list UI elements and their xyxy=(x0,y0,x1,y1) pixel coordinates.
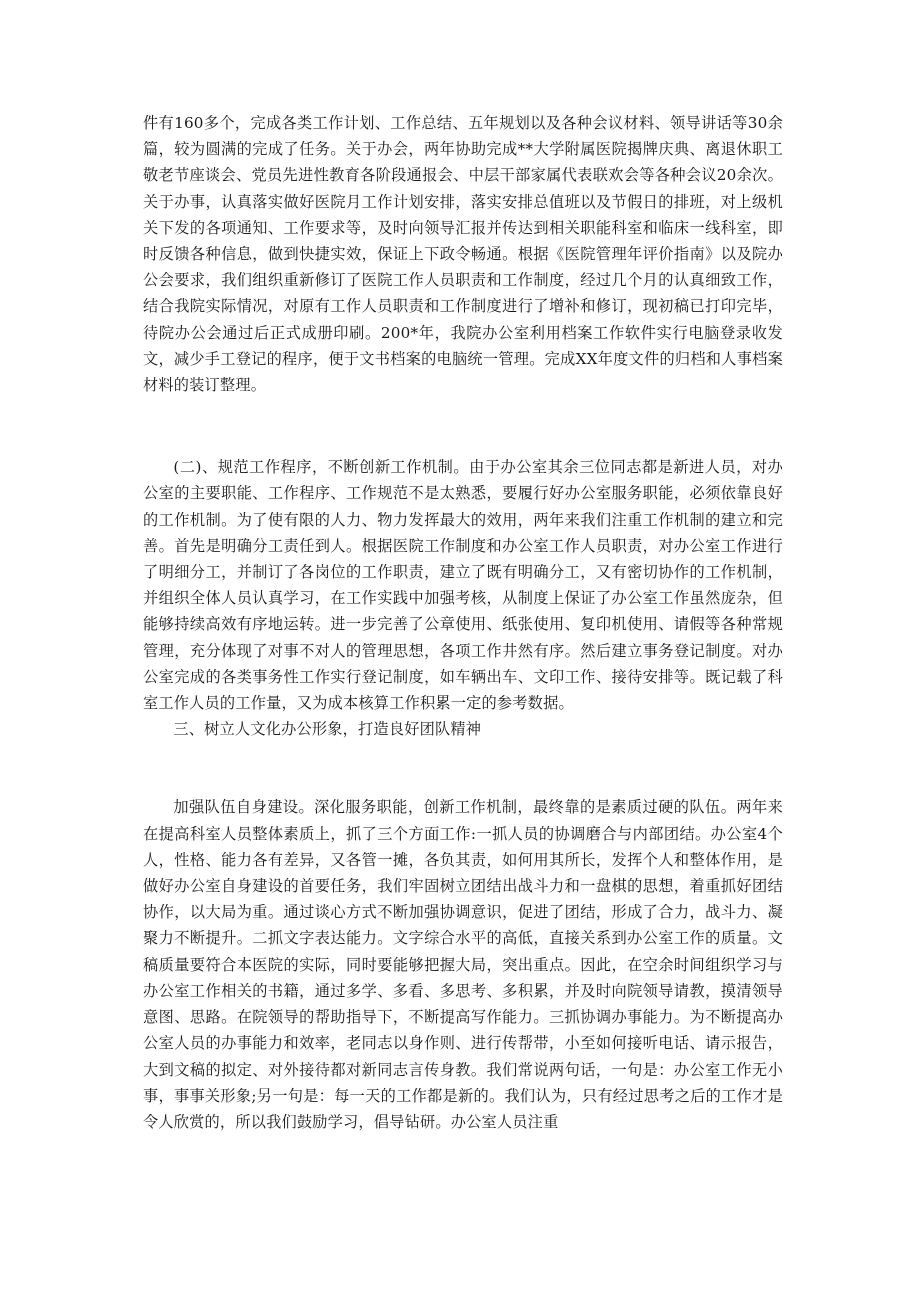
paragraph-work-procedure: (二)、规范工作程序，不断创新工作机制。由于办公室其余三位同志都是新进人员，对办公室的主要职能、工作程序、工作规范不是太熟悉，要履行好办公室服务职能，必须依靠良好的工作机制。为了使有限的人力、物力发挥最大的效用，两年来我们注重工作机制的建立和完善。首先是明确分工责任到人。根据医院工作制度和办公室工作人员职责，对办公室工作进行了明细分工，并制订了各岗位的工作职责，建立了既有明确分工，又有密切协作的工作机制，并组织全体人员认真学习，在工作实践中加强考核，从制度上保证了办公室工作虽然庞杂，但能够持续高效有序地运转。进一步完善了公章使用、纸张使用、复印机使用、请假等各种常规管理，充分体现了对事不对人的管理思想，各项工作井然有序。然后建立事务登记制度。对办公室完成的各类事务性工作实行登记制度，如车辆出车、文印工作、接待安排等。既记载了科室工作人员的工作量，又为成本核算工作积累一定的参考数据。 xyxy=(143,458,783,713)
paragraph-team-building: 加强队伍自身建设。深化服务职能，创新工作机制，最终靠的是素质过硬的队伍。两年来在提高科室人员整体素质上，抓了三个方面工作:一抓人员的协调磨合与内部团结。办公室4个人，性格、能力各有差异，又各管一摊，各负其责，如何用其所长，发挥个人和整体作用，是做好办公室自身建设的首要任务，我们牢固树立团结出战斗力和一盘棋的思想，着重抓好团结协作，以大局为重。通过谈心方式不断加强协调意识，促进了团结，形成了合力，战斗力、凝聚力不断提升。二抓文字表达能力。文字综合水平的高低，直接关系到办公室工作的质量。文稿质量要符合本医院的实际，同时要能够把握大局，突出重点。因此，在空余时间组织学习与办公室工作相关的书籍，通过多学、多看、多思考、多积累，并及时向院领导请教，摸清领导意图、思路。在院领导的帮助指导下，不断提高写作能力。三抓协调办事能力。为不断提高办公室人员的办事能力和效率，老同志以身作则、进行传帮带，小至如何接听电话、请示报告，大到文稿的拟定、对外接待都对新同志言传身教。我们常说两句话，一句是：办公室工作无小事，事事关形象;另一句是：每一天的工作都是新的。我们认为，只有经过思考之后的工作才是令人欣赏的，所以我们鼓励学习，倡导钻研。办公室人员注重 xyxy=(143,798,783,1131)
document-page xyxy=(143,110,783,1135)
paragraph-office-work: 件有160多个，完成各类工作计划、工作总结、五年规划以及各种会议材料、领导讲话等30余篇，较为圆满的完成了任务。关于办会，两年协助完成**大学附属医院揭牌庆典、离退休职工敬老节座谈会、党员先进性教育各阶段通报会、中层干部家属代表联欢会等各种会议20余次。关于办事，认真落实做好医院月工作计划安排，落实安排总值班以及节假日的排班，对上级机关下发的各项通知、工作要求等，及时向领导汇报并传达到相关职能科室和临床一线科室，即时反馈各种信息，做到快捷实效，保证上下政令畅通。根据《医院管理年评价指南》以及院办公会要求，我们组织重新修订了医院工作人员职责和工作制度，经过几个月的认真细致工作，结合我院实际情况，对原有工作人员职责和工作制度进行了增补和修订，现初稿已打印完毕，待院办公会通过后正式成册印刷。200*年，我院办公室利用档案工作软件实行电脑登录收发文，减少手工登记的程序，便于文书档案的电脑统一管理。完成XX年度文件的归档和人事档案材料的装订整理。 xyxy=(143,114,783,395)
section-heading-3: 三、树立人文化办公形象，打造良好团队精神 xyxy=(173,720,482,739)
